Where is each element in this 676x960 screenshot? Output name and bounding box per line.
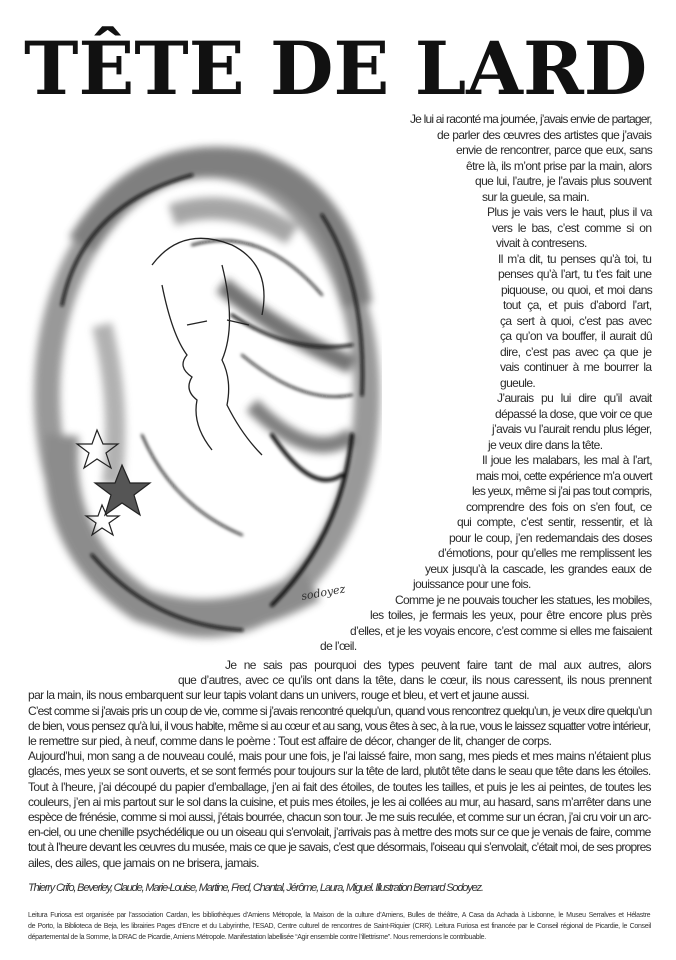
- poem-line: sur la gueule, sa main.: [482, 189, 589, 204]
- poem-line: dépassé la dose, que voir ce que: [495, 406, 652, 421]
- poem-line: pour le coup, j’en redemandais des doses: [449, 530, 652, 545]
- poem-line: les yeux, même si j’ai pas tout compris,: [472, 484, 652, 498]
- body-line: espèce de frénésie, comme si moi aussi, j’étais bourrée, chacun son tour. Je me suis reculée, et comme sur un écran, j’ai cru voir un arc-: [28, 810, 651, 824]
- poem-line: j’avais vu l’aurait rendu plus léger,: [492, 422, 652, 436]
- poem-line: Il joue les malabars, les mal à l’art,: [482, 453, 652, 467]
- poem-line: ça sert à quoi, c’est pas avec: [500, 313, 652, 328]
- poem-line: ça qu’on va bouffer, il aurait dû: [500, 329, 653, 343]
- poem-line: de parler des œuvres des artistes que j’avais: [437, 127, 652, 142]
- poem-line: mais moi, cette expérience m’a ouvert: [476, 468, 652, 483]
- body-line: couleurs, j’en ai mis partout sur le sol dans la cuisine, et puis mes étoiles, je les ai collées au mur, au hasard, sans m’arrêter dans une: [28, 794, 651, 809]
- ink-illustration: [22, 105, 382, 650]
- poem-line: vais continuer à me bourrer la: [500, 360, 652, 374]
- body-line: de bien, vous pensez qu’à lui, il vous habite, même si au cœur et au sang, vous êtes à sec, à la rue, vous le laissez squatter votre intérieur,: [28, 718, 651, 733]
- credits: Thierry Crifo, Beverley, Claude, Marie-Louise, Martine, Fred, Chantal, Jérôme, Laura, Miguel. Illustration Bernard Sodoyez.: [28, 882, 483, 894]
- footer-line: départemental de la Somme, la DRAC de Picardie, Amiens Métropole. Manifestation labellisée “Agir ensemble contre l’illettrisme”. Nous remercions le contribuable.: [28, 934, 486, 941]
- body-line: Tout à l’heure, j’ai découpé du papier d’emballage, j’en ai fait des étoiles, de toutes les tailles, et puis je les ai peintes, de toutes les: [28, 779, 651, 794]
- poem-line: dire, c’est pas avec ça que je: [500, 344, 652, 359]
- body-line: tout à l’heure devant les œuvres du musée, mais ce que je savais, c’est que désormais, l’oiseau qui s’envolait, c’était moi, de ses propres: [28, 840, 651, 855]
- body-line: le remettre sur pied, à neuf, comme dans le poème : Tout est affaire de décor, changer de lit, changer de corps.: [28, 734, 552, 748]
- poem-line: vivait à contresens.: [496, 236, 587, 250]
- poem-line: piquouse, ou quoi, et moi dans: [501, 282, 653, 297]
- poem-line: J’aurais pu lui dire qu’il avait: [497, 391, 652, 405]
- poem-line: Je lui ai raconté ma journée, j’avais envie de partager,: [410, 112, 652, 126]
- footer-line: de Porto, la Biblioteca de Beja, les librairies Pages d’Encre et du Labyrinthe, l’ESAD, Centre culturel de rencontres de Saint-Riquier (CRR). Leitura Furiosa est financée par le Conseil régional de Picardie, le Conseil: [28, 923, 651, 930]
- poem-line: penses qu’à l’art, tu t’es fait une: [498, 267, 652, 281]
- poem-line: Il m’a dit, tu penses qu’à toi, tu: [498, 251, 652, 266]
- body-line: Aujourd’hui, mon sang a de nouveau coulé, mais pour une fois, je l’ai laissé faire, mon sang, mes pieds et mes mains n’étaient plus: [28, 749, 651, 764]
- poem-line: d’elles, et je les voyais encore, c’est comme si elles me faisaient: [350, 623, 652, 638]
- body-line: Je ne sais pas pourquoi des types peuvent faire tant de mal aux autres, alors: [225, 658, 652, 672]
- poem-line: que lui, l’autre, je l’avais plus souvent: [475, 174, 652, 188]
- poem-line: jouissance pour une fois.: [413, 577, 531, 591]
- body-line: C’est comme si j’avais pris un coup de vie, comme si j’avais rencontré quelqu’un, quand vous rencontrez quelqu’un, je veux dire quelqu’un: [28, 703, 652, 718]
- body-line: par la main, ils nous embarquent sur leur tapis volant dans un univers, rouge et bleu, et vert et jaune aussi.: [28, 688, 529, 703]
- poem-line: Comme je ne pouvais toucher les statues, les mobiles,: [395, 592, 652, 607]
- page-title: TÊTE DE LARD: [24, 26, 648, 113]
- poem-line: je veux dire dans la tête.: [488, 437, 603, 452]
- footer-line: Leitura Furiosa est organisée par l’association Cardan, les bibliothèques d’Amiens Métropole, la Maison de la culture d’Amiens, Bulles de théâtre, A Casa da Achada à Lisbonne, le Museu Serralves et Hélastre: [28, 912, 651, 919]
- body-line: glacés, mes yeux se sont ouverts, et se sont fermés pour toujours sur la tête de lard, plutôt tête dans le seau que tête dans les étoiles.: [28, 764, 651, 779]
- poem-line: vers le bas, c’est comme si on: [492, 220, 652, 235]
- artist-signature: sodoyez: [300, 582, 347, 603]
- body-line: que d’autres, avec ce qu’ils ont dans la tête, dans le cœur, ils nous caressent, ils nous prennent: [178, 673, 652, 688]
- body-line: ailes, des ailes, que jamais on ne brisera, jamais.: [28, 855, 259, 870]
- poem-line: d’émotions, pour qu’elles me remplissent les: [438, 546, 652, 560]
- poem-line: gueule.: [500, 375, 536, 390]
- poem-line: être là, ils m’ont prise par la main, alors: [466, 158, 652, 173]
- poem-line: les toiles, je fermais les yeux, pour être encore plus près: [370, 608, 652, 622]
- poem-line: qui compte, c’est sentir, ressentir, et là: [457, 515, 652, 529]
- poem-line: de l’œil.: [320, 639, 357, 653]
- poem-line: envie de rencontrer, parce que eux, sans: [456, 143, 653, 157]
- poem-line: tout ça, et puis d’abord l’art,: [503, 298, 652, 312]
- poem-line: comprendre des fois on s’en fout, ce: [466, 499, 652, 514]
- faces-lineart: [152, 238, 264, 455]
- poem-line: Plus je vais vers le haut, plus il va: [487, 205, 652, 219]
- poem-line: yeux jusqu’à la cascade, les grandes eaux de: [425, 561, 652, 576]
- body-line: en-ciel, ou une chenille psychédélique ou un oiseau qui s’envolait, j’arrivais pas à mettre des mots sur ce que je venais de faire, comme: [28, 825, 651, 840]
